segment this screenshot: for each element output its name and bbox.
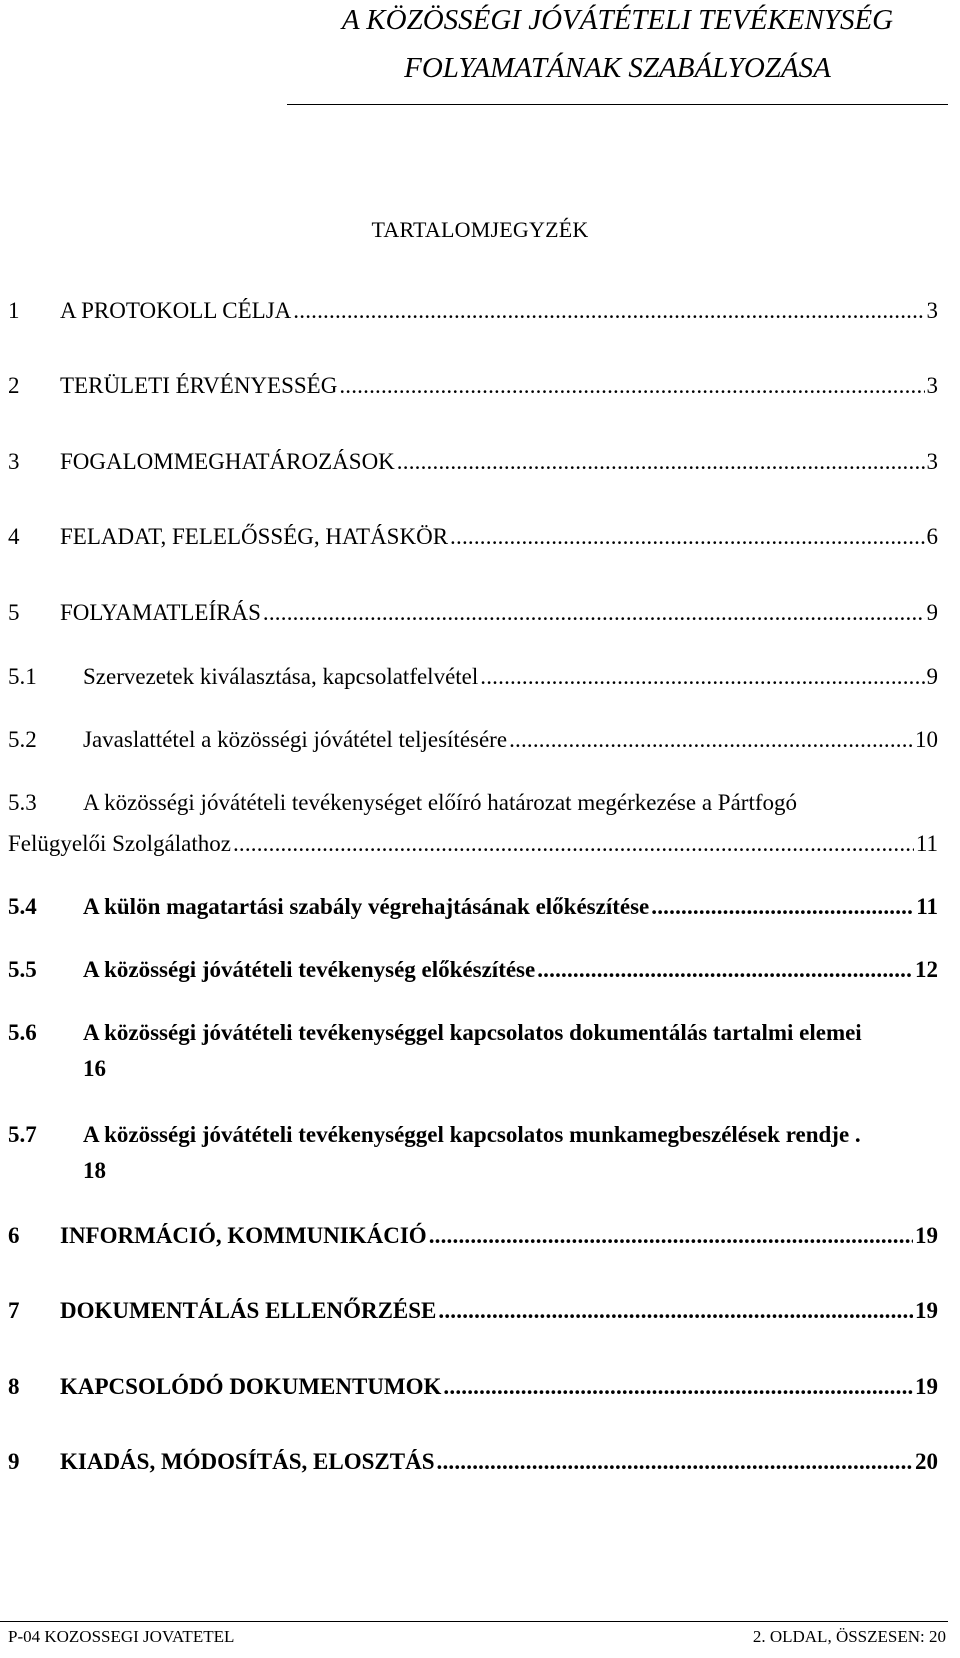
toc-page: 11 bbox=[916, 894, 938, 919]
toc-leader bbox=[437, 1444, 914, 1480]
toc-page: 3 bbox=[926, 373, 938, 398]
title-line-2: FOLYAMATÁNAK SZABÁLYOZÁSA bbox=[404, 52, 831, 84]
footer-document-id: P-04 KOZOSSEGI JOVATETEL bbox=[8, 1627, 235, 1646]
toc-text: A PROTOKOLL CÉLJA bbox=[60, 298, 292, 323]
toc-page: 6 bbox=[926, 524, 938, 549]
toc-text: TERÜLETI ÉRVÉNYESSÉG bbox=[60, 373, 338, 398]
toc-number: 6 bbox=[8, 1223, 20, 1248]
toc-text: KIADÁS, MÓDOSÍTÁS, ELOSZTÁS bbox=[60, 1449, 435, 1474]
toc-number: 4 bbox=[8, 524, 20, 549]
toc-text: A közösségi jóvátételi tevékenység előkészítése bbox=[83, 957, 536, 982]
toc-text: INFORMÁCIÓ, KOMMUNIKÁCIÓ bbox=[60, 1223, 427, 1248]
toc-leader bbox=[339, 368, 924, 404]
toc-number: 5.5 bbox=[8, 957, 37, 982]
toc-entry-5-7[interactable] bbox=[8, 1117, 938, 1189]
toc-number: 5.6 bbox=[8, 1020, 37, 1045]
toc-leader bbox=[429, 1218, 913, 1254]
toc-page: 12 bbox=[915, 957, 938, 982]
footer-divider bbox=[0, 1621, 948, 1622]
toc-page: 9 bbox=[926, 664, 938, 689]
toc-leader bbox=[233, 826, 914, 862]
toc-text: Felügyelői Szolgálathoz bbox=[8, 831, 231, 856]
toc-page: 16 bbox=[83, 1056, 106, 1081]
toc-heading: TARTALOMJEGYZÉK bbox=[371, 217, 589, 242]
toc-entry-5-1[interactable] bbox=[8, 659, 938, 695]
toc-number: 5.3 bbox=[8, 790, 37, 815]
toc-leader bbox=[443, 1369, 913, 1405]
toc-entry-5-2[interactable] bbox=[8, 722, 938, 758]
toc-page: 18 bbox=[83, 1158, 106, 1183]
toc-number: 3 bbox=[8, 449, 20, 474]
toc-entry-7[interactable] bbox=[8, 1293, 938, 1329]
toc-entry-3[interactable] bbox=[8, 444, 938, 480]
toc-entry-8[interactable] bbox=[8, 1369, 938, 1405]
toc-number: 5.1 bbox=[8, 664, 37, 689]
toc-text: A közösségi jóvátételi tevékenységet előíró határozat megérkezése a Pártfogó bbox=[83, 790, 797, 815]
toc-text: A közösségi jóvátételi tevékenységgel kapcsolatos dokumentálás tartalmi elemei bbox=[83, 1020, 862, 1045]
toc-text: FELADAT, FELELŐSSÉG, HATÁSKÖR bbox=[60, 524, 449, 549]
toc-entry-5-3-line2[interactable] bbox=[8, 826, 938, 862]
toc-number: 9 bbox=[8, 1449, 20, 1474]
toc-page: 19 bbox=[915, 1298, 938, 1323]
toc-number: 5.4 bbox=[8, 894, 37, 919]
toc-entry-5-5[interactable] bbox=[8, 952, 938, 988]
toc-leader bbox=[438, 1293, 913, 1329]
toc-number: 2 bbox=[8, 373, 20, 398]
toc-leader bbox=[450, 519, 924, 555]
title-divider bbox=[287, 104, 948, 105]
toc-entry-5-3-line1[interactable] bbox=[8, 785, 938, 821]
toc-entry-1[interactable] bbox=[8, 293, 938, 329]
toc-text: Javaslattétel a közösségi jóvátétel teljesítésére bbox=[83, 727, 508, 752]
toc-number: 1 bbox=[8, 298, 20, 323]
toc-leader bbox=[480, 659, 924, 695]
toc-leader bbox=[651, 889, 914, 925]
toc-page: 3 bbox=[926, 298, 938, 323]
title-line-1: A KÖZÖSSÉGI JÓVÁTÉTELI TEVÉKENYSÉG bbox=[341, 4, 894, 36]
toc-leader bbox=[537, 952, 913, 988]
toc-entry-6[interactable] bbox=[8, 1218, 938, 1254]
toc-number: 5.7 bbox=[8, 1122, 37, 1147]
toc-entry-4[interactable] bbox=[8, 519, 938, 555]
toc-page: 19 bbox=[915, 1223, 938, 1248]
toc-leader bbox=[397, 444, 925, 480]
toc-leader bbox=[293, 293, 924, 329]
toc-page: 3 bbox=[926, 449, 938, 474]
toc-entry-5[interactable] bbox=[8, 595, 938, 631]
toc-number: 7 bbox=[8, 1298, 20, 1323]
toc-entry-2[interactable] bbox=[8, 368, 938, 404]
toc-text: FOLYAMATLEÍRÁS bbox=[60, 600, 261, 625]
toc-leader bbox=[263, 595, 925, 631]
toc-text: A közösségi jóvátételi tevékenységgel kapcsolatos munkamegbeszélések rendje . bbox=[83, 1122, 861, 1147]
toc-text: KAPCSOLÓDÓ DOKUMENTUMOK bbox=[60, 1374, 442, 1399]
toc-number: 8 bbox=[8, 1374, 20, 1399]
footer-page-number: 2. OLDAL, ÖSSZESEN: 20 bbox=[752, 1627, 946, 1646]
toc-entry-5-6[interactable] bbox=[8, 1015, 938, 1087]
toc-page: 20 bbox=[915, 1449, 938, 1474]
toc-text: Szervezetek kiválasztása, kapcsolatfelvétel bbox=[83, 664, 479, 689]
toc-leader bbox=[509, 722, 913, 758]
toc-number: 5 bbox=[8, 600, 20, 625]
toc-entry-9[interactable] bbox=[8, 1444, 938, 1480]
toc-page: 10 bbox=[915, 727, 938, 752]
toc-text: A külön magatartási szabály végrehajtásának előkészítése bbox=[83, 894, 650, 919]
toc-text: DOKUMENTÁLÁS ELLENŐRZÉSE bbox=[60, 1298, 437, 1323]
toc-entry-5-4[interactable] bbox=[8, 889, 938, 925]
toc-text: FOGALOMMEGHATÁROZÁSOK bbox=[60, 449, 395, 474]
toc-page: 19 bbox=[915, 1374, 938, 1399]
toc-page: 9 bbox=[926, 600, 938, 625]
toc-number: 5.2 bbox=[8, 727, 37, 752]
toc-page: 11 bbox=[915, 831, 938, 856]
